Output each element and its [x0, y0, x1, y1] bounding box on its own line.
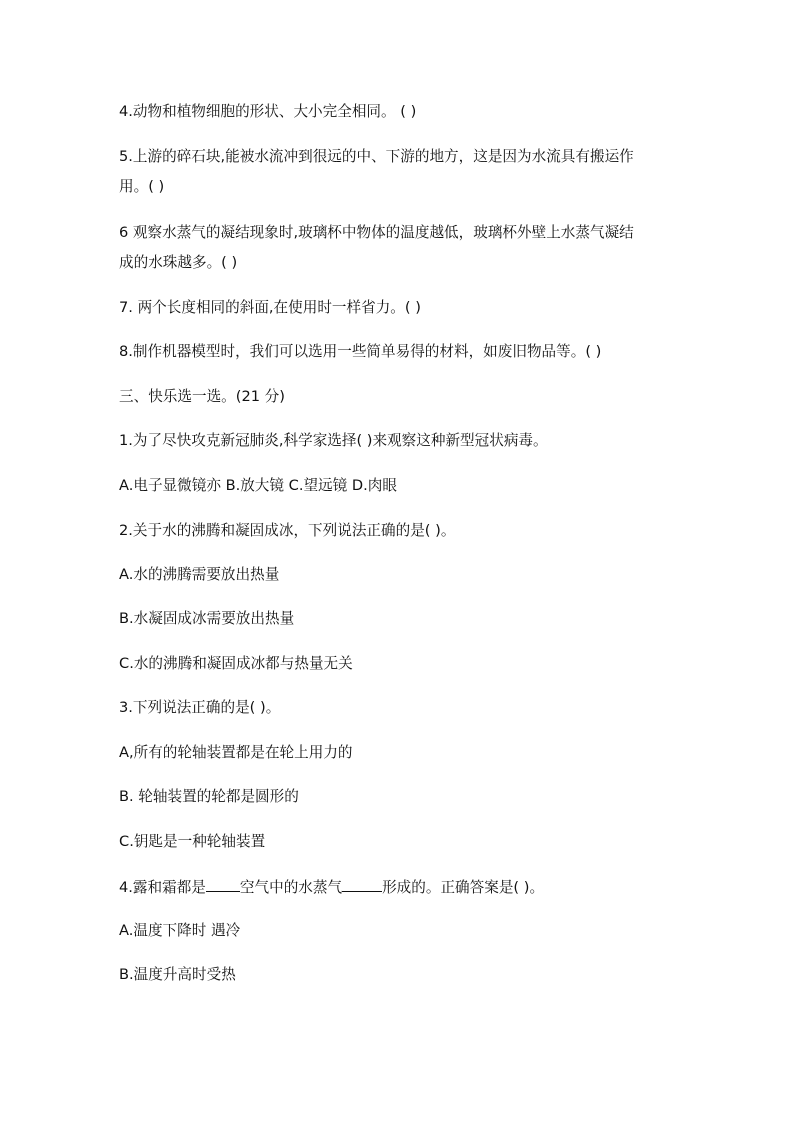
answer-blank — [342, 876, 382, 892]
choice-q1-options: A.电子显微镜亦 B.放大镜 C.望远镜 D.肉眼 — [119, 477, 397, 494]
choice-q3-option-b: B. 轮轴装置的轮都是圆形的 — [119, 788, 299, 805]
choice-q4-stem-part2: 空气中的水蒸气 — [239, 879, 343, 896]
judgement-q4: 4.动物和植物细胞的形状、大小完全相同。 ( ) — [119, 103, 417, 120]
judgement-q5-line1: 5.上游的碎石块,能被水流冲到很远的中、下游的地方，这是因为水流具有搬运作 — [119, 148, 634, 165]
judgement-q7: 7. 两个长度相同的斜面,在使用时一样省力。( ) — [119, 299, 421, 316]
judgement-q6-line1: 6 观察水蒸气的凝结现象时,玻璃杯中物体的温度越低，玻璃杯外壁上水蒸气凝结 — [119, 224, 634, 241]
answer-blank — [206, 876, 240, 892]
section-heading: 三、快乐选一选。(21 分) — [119, 388, 285, 405]
choice-q4-option-b: B.温度升高时受热 — [119, 966, 236, 983]
choice-q4-stem-part3: 形成的。正确答案是( )。 — [382, 879, 545, 896]
choice-q2-option-c: C.水的沸腾和凝固成冰都与热量无关 — [119, 655, 353, 672]
choice-q4-stem — [119, 876, 544, 898]
choice-q3-option-a: A,所有的轮轴装置都是在轮上用力的 — [119, 744, 353, 761]
choice-q3-option-c: C.钥匙是一种轮轴装置 — [119, 833, 266, 850]
judgement-q5-line2: 用。( ) — [119, 178, 165, 195]
choice-q3-stem: 3.下列说法正确的是( )。 — [119, 699, 281, 716]
choice-q4-option-a: A.温度下降时 遇冷 — [119, 922, 241, 939]
judgement-q8: 8.制作机器模型时，我们可以选用一些简单易得的材料，如废旧物品等。( ) — [119, 343, 602, 360]
choice-q1-stem: 1.为了尽快攻克新冠肺炎,科学家选择( )来观察这种新型冠状病毒。 — [119, 432, 548, 449]
choice-q2-stem: 2.关于水的沸腾和凝固成冰，下列说法正确的是( )。 — [119, 522, 456, 539]
choice-q2-option-b: B.水凝固成冰需要放出热量 — [119, 610, 295, 627]
choice-q2-option-a: A.水的沸腾需要放出热量 — [119, 566, 280, 583]
judgement-q6-line2: 成的水珠越多。( ) — [119, 254, 238, 271]
choice-q4-stem-part1: 4.露和霜都是 — [119, 879, 206, 896]
